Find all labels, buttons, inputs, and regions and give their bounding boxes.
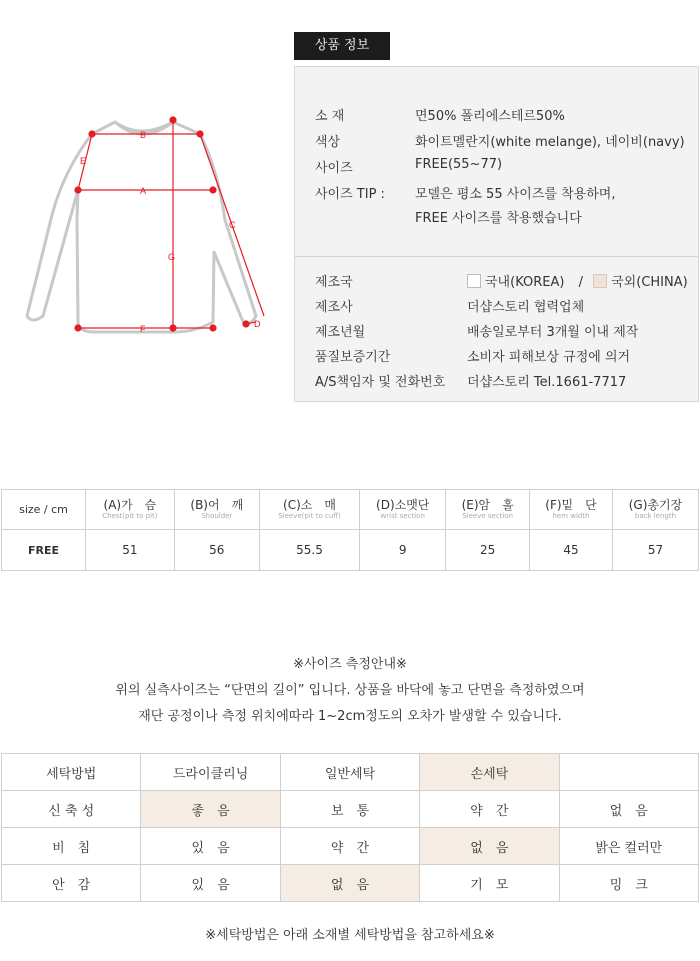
col-wrist: [360, 490, 446, 530]
point: [210, 187, 216, 193]
col-chest-sub: Chest(pit to pit): [102, 512, 158, 520]
point: [170, 117, 176, 123]
size-tip-label: 사이즈 TIP :: [315, 187, 385, 202]
measure-guide-line-2: 재단 공정이나 측정 위치에따라 1~2cm정도의 오차가 발생할 수 있습니다.: [138, 709, 562, 724]
col-hem: [530, 490, 613, 530]
col-sleeve: [259, 490, 360, 530]
point: [75, 187, 81, 193]
point: [243, 321, 249, 327]
care-stretch-none: 없 음: [559, 791, 698, 828]
country-separator: /: [578, 275, 583, 290]
measure-guide-line-1: 위의 실측사이즈는 “단면의 길이” 입니다. 상품을 바닥에 놓고 단면을 측정하였으며: [115, 683, 585, 698]
col-chest: [86, 490, 175, 530]
care-lining-none: 없 음: [280, 865, 419, 902]
col-shoulder: [174, 490, 259, 530]
origin-label: 제조국: [315, 275, 353, 290]
warranty-label: 품질보증기간: [315, 350, 391, 365]
care-header-empty: [559, 754, 698, 791]
label-a: A: [140, 186, 147, 196]
size-table-corner: size / cm: [2, 490, 86, 530]
color-label: 색상: [315, 135, 341, 150]
value-sleeve: 55.5: [259, 530, 360, 571]
care-stretch-slight: 약 간: [420, 791, 559, 828]
foreign-checkbox: [593, 274, 607, 288]
point: [210, 325, 216, 331]
care-header-hand: 손세탁: [420, 754, 559, 791]
care-sheer-slight: 약 간: [280, 828, 419, 865]
manufacture-date-value: 배송일로부터 3개월 이내 제작: [467, 325, 639, 340]
sweater-outline: [27, 122, 256, 332]
material-value: 면50% 폴리에스테르50%: [415, 109, 565, 124]
table-row: [2, 865, 699, 902]
col-armhole: [446, 490, 530, 530]
size-table: [1, 489, 699, 571]
col-wrist-name: (D)소맷단: [376, 498, 430, 512]
info-divider: [295, 256, 698, 257]
label-g: G: [168, 252, 176, 262]
care-stretch-label: 신 축 성: [2, 791, 141, 828]
value-armhole: 25: [446, 530, 530, 571]
table-row: [2, 754, 699, 791]
table-row: [2, 828, 699, 865]
care-lining-brushed: 기 모: [420, 865, 559, 902]
label-b: B: [140, 130, 147, 140]
col-chest-name: (A)가 슴: [103, 498, 157, 512]
care-lining-mink: 밍 크: [559, 865, 698, 902]
origin-value: [467, 271, 688, 290]
care-table: [1, 753, 699, 902]
point: [197, 131, 203, 137]
size-value: FREE(55~77): [415, 157, 503, 172]
col-shoulder-name: (B)어 깨: [190, 498, 244, 512]
care-sheer-label: 비 침: [2, 828, 141, 865]
point: [170, 325, 176, 331]
value-hem: 45: [530, 530, 613, 571]
table-row: [2, 530, 699, 571]
col-length-sub: back length: [634, 512, 677, 520]
color-value: 화이트멜란지(white melange), 네이비(navy): [415, 135, 685, 150]
domestic-label: 국내(KOREA): [485, 275, 565, 290]
col-length-name: (G)총기장: [628, 498, 683, 512]
care-sheer-yes: 있 음: [141, 828, 280, 865]
value-chest: 51: [86, 530, 175, 571]
care-header-method: 세탁방법: [2, 754, 141, 791]
label-c: C: [229, 220, 236, 230]
measure-guide-title: ※사이즈 측정안내※: [293, 657, 407, 672]
value-wrist: 9: [360, 530, 446, 571]
manufacturer-value: 더샵스토리 협력업체: [467, 300, 585, 315]
size-tip-value-1: 모델은 평소 55 사이즈를 착용하며,: [415, 187, 616, 202]
col-hem-name: (F)밑 단: [545, 498, 597, 512]
point: [89, 131, 95, 137]
care-lining-yes: 있 음: [141, 865, 280, 902]
point: [75, 325, 81, 331]
label-e: E: [80, 156, 87, 166]
foreign-label: 국외(CHINA): [611, 275, 688, 290]
care-guide-footer: ※세탁방법은 아래 소재별 세탁방법을 참고하세요※: [205, 928, 495, 943]
row-label-free: FREE: [2, 530, 86, 571]
col-armhole-name: (E)암 홀: [461, 498, 514, 512]
col-sleeve-name: (C)소 매: [283, 498, 336, 512]
care-stretch-good: 좋 음: [141, 791, 280, 828]
as-contact-value: 더샵스토리 Tel.1661-7717: [467, 375, 627, 390]
value-length: 57: [612, 530, 698, 571]
product-info-box: [294, 66, 699, 402]
size-tip-value-2: FREE 사이즈를 착용했습니다: [415, 211, 582, 226]
col-sleeve-sub: Sleeve(pit to cuff): [278, 512, 341, 520]
col-armhole-sub: Sleeve section: [462, 512, 514, 520]
care-sheer-none: 없 음: [420, 828, 559, 865]
size-table-header: [2, 490, 699, 530]
col-shoulder-sub: Shoulder: [201, 512, 233, 520]
as-contact-label: A/S책임자 및 전화번호: [315, 375, 446, 390]
care-header-normal: 일반세탁: [280, 754, 419, 791]
care-stretch-normal: 보 통: [280, 791, 419, 828]
care-header-dry: 드라이클리닝: [141, 754, 280, 791]
product-info-title: 상품 정보: [294, 32, 390, 60]
size-label: 사이즈: [315, 161, 353, 176]
table-row: [2, 791, 699, 828]
col-wrist-sub: wrist section: [380, 512, 425, 520]
value-shoulder: 56: [174, 530, 259, 571]
col-length: [612, 490, 698, 530]
care-sheer-light: 밝은 컬러만: [559, 828, 698, 865]
garment-measurement-diagram: [20, 110, 270, 350]
manufacturer-label: 제조사: [315, 300, 353, 315]
domestic-checkbox: [467, 274, 481, 288]
care-lining-label: 안 감: [2, 865, 141, 902]
label-f: F: [140, 324, 146, 334]
col-hem-sub: hem width: [552, 512, 590, 520]
material-label: 소 재: [315, 109, 345, 124]
manufacture-date-label: 제조년월: [315, 325, 366, 340]
label-d: D: [254, 319, 261, 329]
warranty-value: 소비자 피해보상 규정에 의거: [467, 350, 631, 365]
